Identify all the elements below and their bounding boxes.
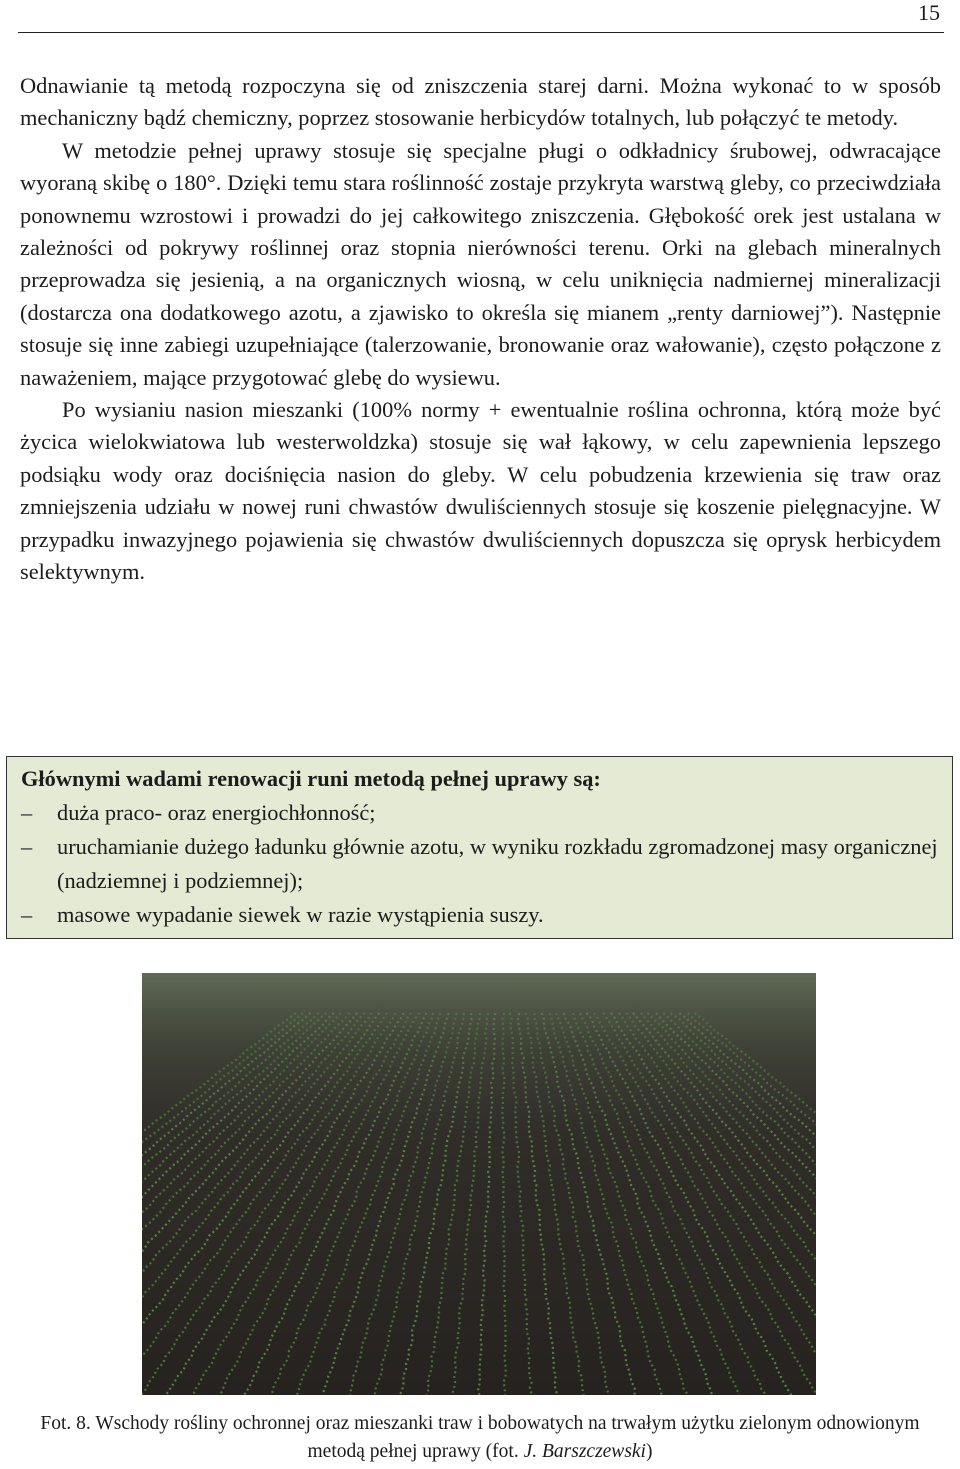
- list-item-text: masowe wypadanie siewek w razie wystąpienia suszy.: [57, 902, 544, 927]
- field-photo-illustration: [142, 973, 816, 1395]
- defects-list: [21, 796, 942, 932]
- distance-haze: [142, 973, 816, 1395]
- caption-text: Fot. 8. Wschody rośliny ochronnej oraz mieszanki traw i bobowatych na trwałym użytku zielonym odnowionym metodą pełnej uprawy (fot.: [40, 1413, 920, 1462]
- defects-box: [6, 756, 953, 939]
- paragraph-1: Odnawianie tą metodą rozpoczyna się od zniszczenia starej darni. Można wykonać to w sposób mechaniczny bądź chemiczny, poprzez stosowanie herbicydów totalnych, lub połączyć te metody.: [20, 73, 941, 131]
- dash-bullet: –: [21, 834, 33, 859]
- paragraph-3: Po wysianiu nasion mieszanki (100% normy + ewentualnie roślina ochronna, którą może być życica wielokwiatowa lub westerwoldzka) stosuje się wał łąkowy, w celu zapewnienia lepszego podsiąku wody oraz dociśnięcia nasion do gleby. W celu pobudzenia krzewienia się traw oraz zmniejszenia udziału w nowej runi chwastów dwuliściennych stosuje się koszenie pielęgnacyjne. W przypadku inwazyjnego pojawienia się chwastów dwuliściennych dopuszcza się oprysk herbicydem selektywnym.: [20, 397, 941, 585]
- defects-title: Głównymi wadami renowacji runi metodą pełnej uprawy są:: [21, 766, 601, 791]
- caption-author: J. Barszczewski: [523, 1441, 646, 1462]
- list-item: [21, 830, 942, 898]
- list-item: [21, 898, 942, 932]
- body-text: [20, 70, 941, 589]
- list-item-text: uruchamianie dużego ładunku głównie azotu, w wyniku rozkładu zgromadzonej masy organicznej (nadziemnej i podziemnej);: [57, 834, 938, 893]
- field-seedlings-photo: [142, 973, 816, 1395]
- paragraph-2: W metodzie pełnej uprawy stosuje się specjalne pługi o odkładnicy śrubowej, odwracające wyoraną skibę o 180°. Dzięki temu stara roślinność zostaje przykryta warstwą gleby, co przeciwdziała ponownemu wzrostowi i prowadzi do jej całkowitego zniszczenia. Głębokość orek jest ustalana w zależności od pokrywy roślinnej oraz stopnia nierówności terenu. Orki na glebach mineralnych przeprowadza się jesienią, a na organicznych wiosną, w celu uniknięcia nadmiernej mineralizacji (dostarcza ona dodatkowego azotu, a zjawisko to określa się mianem „renty darniowej”). Następnie stosuje się inne zabiegi uzupełniające (talerzowanie, bronowanie oraz wałowanie), często połączone z naważeniem, mające przygotować glebę do wysiewu.: [20, 137, 941, 390]
- figure-caption: [20, 1410, 940, 1466]
- caption-close: ): [645, 1441, 653, 1462]
- header-rule: [18, 32, 944, 33]
- list-item-text: duża praco- oraz energiochłonność;: [57, 800, 376, 825]
- dash-bullet: –: [21, 800, 33, 825]
- list-item: [21, 796, 942, 830]
- page-number: 15: [918, 0, 940, 25]
- dash-bullet: –: [21, 902, 33, 927]
